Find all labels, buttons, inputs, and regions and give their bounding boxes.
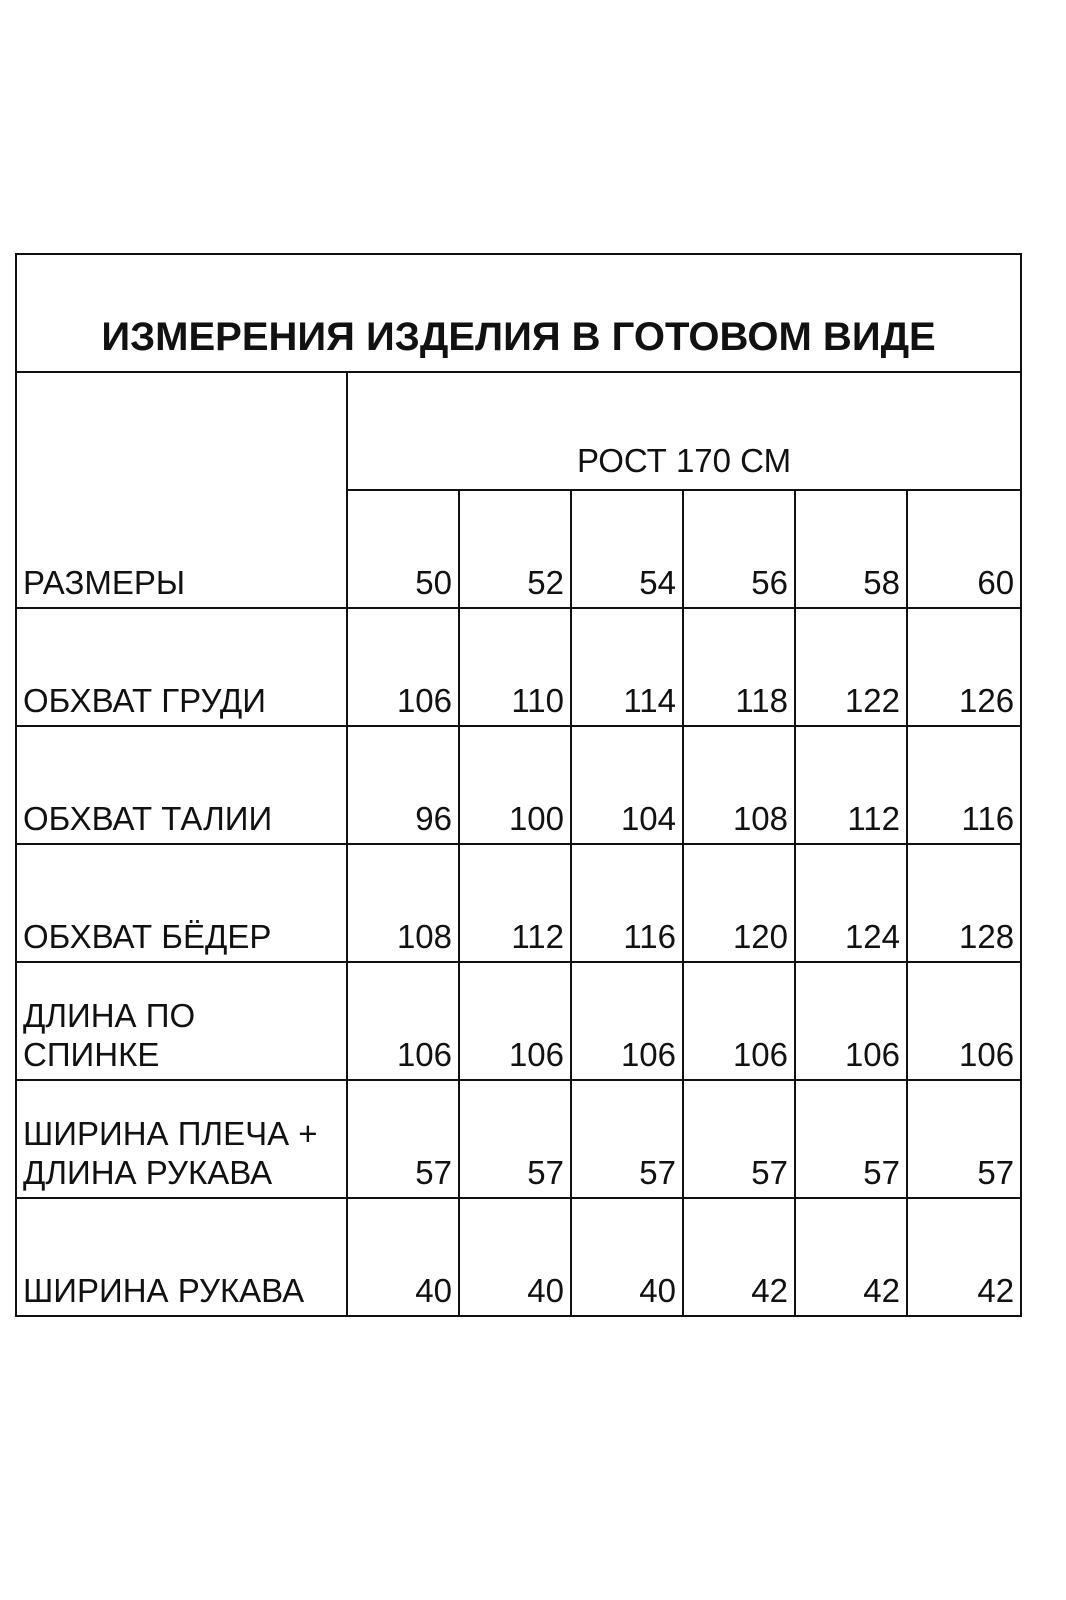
- cell-value: 126: [907, 608, 1021, 726]
- table-title: ИЗМЕРЕНИЯ ИЗДЕЛИЯ В ГОТОВОМ ВИДЕ: [16, 254, 1021, 372]
- table-row: [16, 1198, 1021, 1316]
- cell-value: 57: [907, 1080, 1021, 1198]
- cell-value: 128: [907, 844, 1021, 962]
- size-value: 52: [459, 490, 571, 608]
- title-row: [16, 254, 1021, 372]
- table-row: [16, 608, 1021, 726]
- size-value: 50: [347, 490, 459, 608]
- cell-value: 57: [683, 1080, 795, 1198]
- cell-value: 42: [683, 1198, 795, 1316]
- cell-value: 122: [795, 608, 907, 726]
- row-label: ШИРИНА РУКАВА: [16, 1198, 347, 1316]
- table-row: [16, 844, 1021, 962]
- cell-value: 106: [907, 962, 1021, 1080]
- cell-value: 96: [347, 726, 459, 844]
- table-row: [16, 962, 1021, 1080]
- cell-value: 57: [347, 1080, 459, 1198]
- size-value: 60: [907, 490, 1021, 608]
- cell-value: 106: [795, 962, 907, 1080]
- cell-value: 42: [795, 1198, 907, 1316]
- cell-value: 124: [795, 844, 907, 962]
- size-value: 58: [795, 490, 907, 608]
- height-row: [16, 372, 1021, 490]
- cell-value: 57: [571, 1080, 683, 1198]
- row-label: ДЛИНА ПО СПИНКЕ: [16, 962, 347, 1080]
- cell-value: 106: [347, 608, 459, 726]
- size-value: 56: [683, 490, 795, 608]
- cell-value: 106: [459, 962, 571, 1080]
- cell-value: 40: [571, 1198, 683, 1316]
- cell-value: 120: [683, 844, 795, 962]
- row-label: ОБХВАТ ТАЛИИ: [16, 726, 347, 844]
- cell-value: 112: [459, 844, 571, 962]
- row-label: ОБХВАТ БЁДЕР: [16, 844, 347, 962]
- cell-value: 106: [683, 962, 795, 1080]
- cell-value: 40: [347, 1198, 459, 1316]
- cell-value: 104: [571, 726, 683, 844]
- cell-value: 100: [459, 726, 571, 844]
- cell-value: 116: [907, 726, 1021, 844]
- cell-value: 116: [571, 844, 683, 962]
- row-label: ОБХВАТ ГРУДИ: [16, 608, 347, 726]
- size-value: 54: [571, 490, 683, 608]
- row-label: ШИРИНА ПЛЕЧА + ДЛИНА РУКАВА: [16, 1080, 347, 1198]
- table-row: [16, 726, 1021, 844]
- sizes-label: РАЗМЕРЫ: [16, 372, 347, 608]
- table-row: [16, 1080, 1021, 1198]
- cell-value: 57: [795, 1080, 907, 1198]
- cell-value: 108: [347, 844, 459, 962]
- cell-value: 106: [347, 962, 459, 1080]
- cell-value: 114: [571, 608, 683, 726]
- cell-value: 110: [459, 608, 571, 726]
- cell-value: 118: [683, 608, 795, 726]
- cell-value: 106: [571, 962, 683, 1080]
- cell-value: 108: [683, 726, 795, 844]
- size-chart-table: [15, 253, 1022, 1317]
- cell-value: 42: [907, 1198, 1021, 1316]
- cell-value: 112: [795, 726, 907, 844]
- height-label: РОСТ 170 СМ: [347, 372, 1021, 490]
- cell-value: 57: [459, 1080, 571, 1198]
- cell-value: 40: [459, 1198, 571, 1316]
